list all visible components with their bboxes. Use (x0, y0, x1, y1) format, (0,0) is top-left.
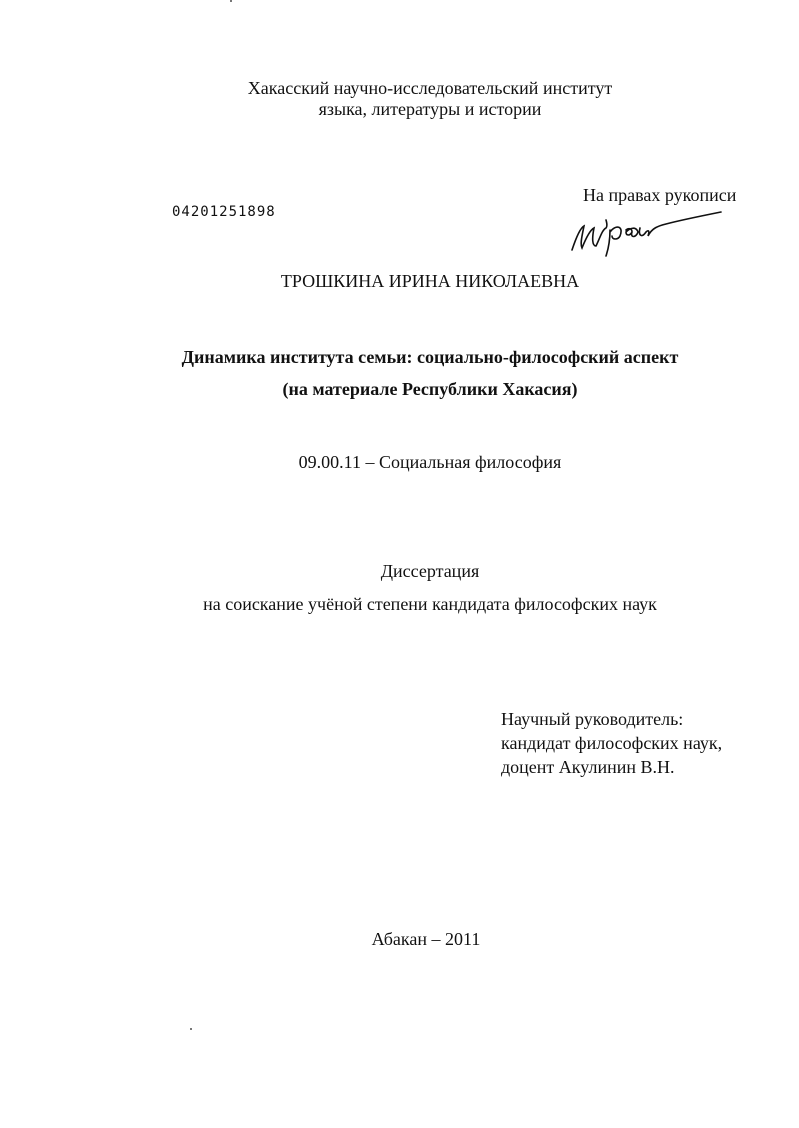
institution-line-2: языка, литературы и истории (318, 99, 542, 119)
scan-speck (190, 1028, 192, 1030)
supervisor-label: Научный руководитель: (501, 709, 684, 729)
scan-speck (230, 0, 232, 2)
catalog-number: 04201251898 (172, 204, 276, 220)
work-type: Диссертация (380, 561, 480, 581)
supervisor-degree: кандидат философских наук, (501, 733, 723, 753)
rights-note: На правах рукописи (583, 185, 737, 205)
institution-line-1: Хакасский научно-исследовательский институт (247, 78, 613, 98)
thesis-title-line-2: (на материале Республики Хакасия) (282, 379, 578, 399)
degree-statement: на соискание учёной степени кандидата философских наук (203, 594, 657, 614)
signature (566, 208, 726, 258)
thesis-title-line-1: Динамика института семьи: социально-философский аспект (181, 347, 679, 367)
author-name: ТРОШКИНА ИРИНА НИКОЛАЕВНА (280, 271, 580, 291)
supervisor-name: доцент Акулинин В.Н. (501, 757, 675, 777)
place-year: Абакан – 2011 (371, 929, 481, 949)
specialty: 09.00.11 – Социальная философия (298, 452, 562, 472)
